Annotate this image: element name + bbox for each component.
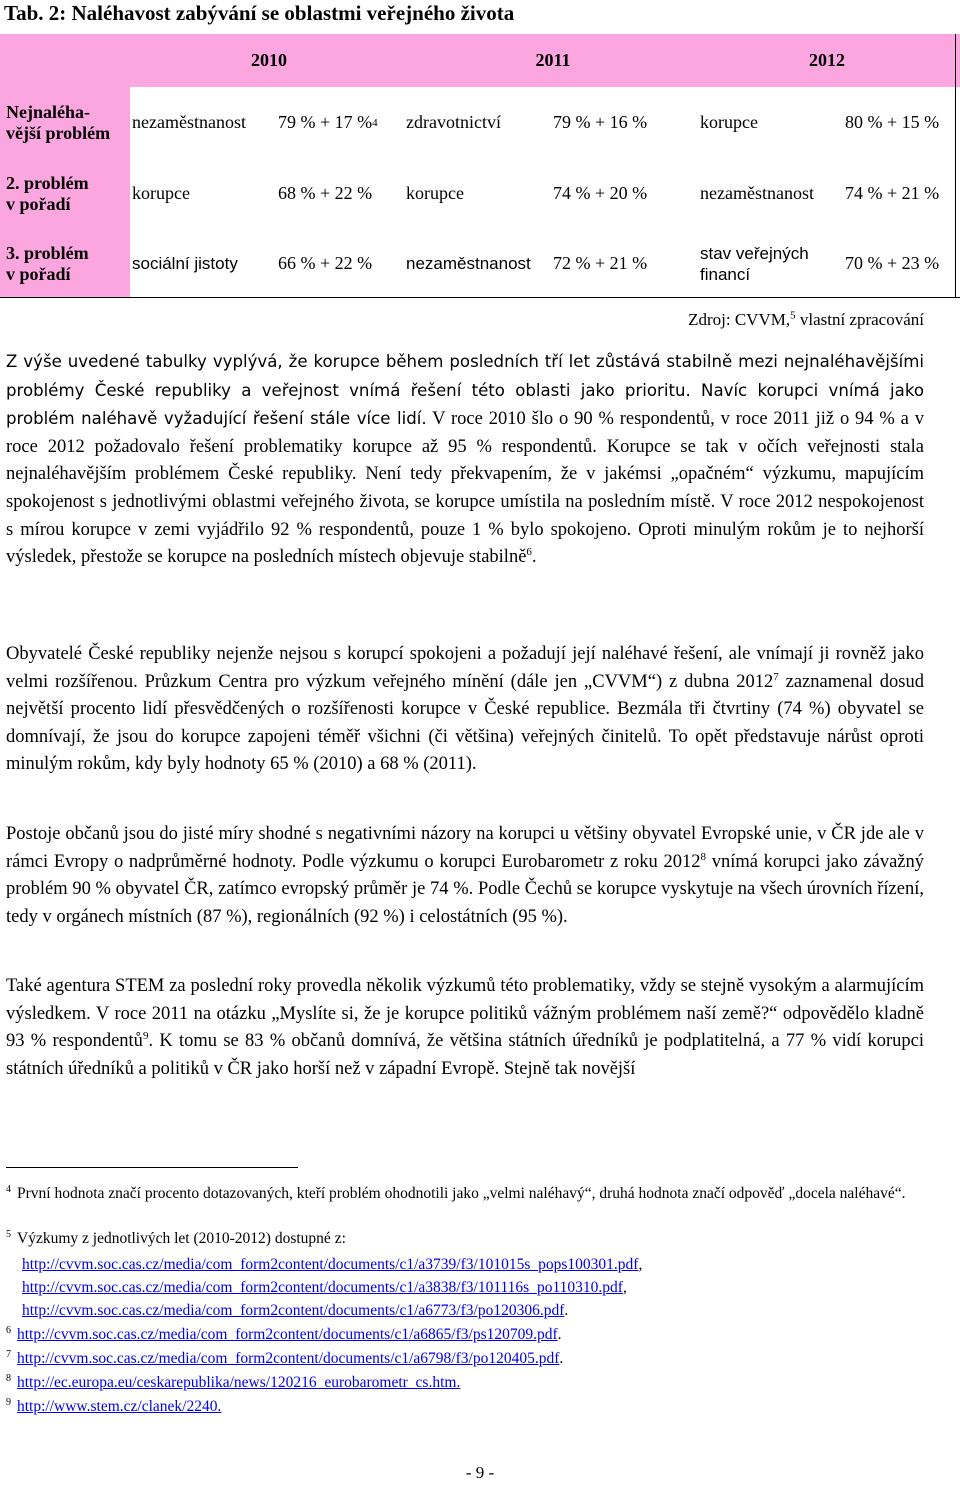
footnote-6: $^6$ http://cvvm.soc.cas.cz/media/com_form2content/documents/c1/a6865/f3/ps120709.pdf. xyxy=(6,1324,562,1343)
row-label-2: 2. problém v pořadí xyxy=(0,158,130,229)
footnote-8: $^8$ http://ec.europa.eu/ceskarepublika/news/120216_eurobarometr_cs.htm. xyxy=(6,1372,461,1391)
table-cell-topic: korupce xyxy=(700,112,758,132)
table-caption: Tab. 2: Naléhavost zabývání se oblastmi veřejného života xyxy=(4,1,515,25)
footnote-5-link-a-row: http://cvvm.soc.cas.cz/media/com_form2content/documents/c1/a3739/f3/101015s_pops100301.pdf, xyxy=(22,1256,643,1273)
page-number: - 9 - xyxy=(465,1463,495,1482)
row-label-1: Nejnaléha- vější problém xyxy=(0,87,130,158)
footnote-4: $^4$ První hodnota značí procento dotazovaných, kteří problém ohodnotili jako „velmi naléhavý“, druhá hodnota značí odpověď „docela naléhavé“. xyxy=(6,1183,906,1202)
table-cell-value: 72 % + 21 % xyxy=(553,253,648,273)
footnote-link[interactable]: http://cvvm.soc.cas.cz/media/com_form2content/documents/c1/a6773/f3/po120306.pdf xyxy=(22,1302,565,1319)
footnote-5: $^5$ Výzkumy z jednotlivých let (2010-2012) dostupné z: xyxy=(6,1228,346,1247)
footnote-link[interactable]: http://cvvm.soc.cas.cz/media/com_form2content/documents/c1/a3739/f3/101015s_pops100301.pdf xyxy=(22,1256,639,1273)
footnote-link[interactable]: http://cvvm.soc.cas.cz/media/com_form2content/documents/c1/a3838/f3/101116s_po110310.pdf xyxy=(22,1279,623,1296)
table-cell-topic: sociální jistoty xyxy=(132,254,238,273)
table-cell-value: 68 % + 22 % xyxy=(278,183,373,203)
year-2011: 2011 xyxy=(535,50,571,70)
footnote-link[interactable]: http://cvvm.soc.cas.cz/media/com_form2content/documents/c1/a6798/f3/po120405.pdf xyxy=(17,1350,560,1367)
row-label-3: 3. problém v pořadí xyxy=(0,229,130,298)
year-2012: 2012 xyxy=(809,50,845,70)
table-cell-topic: nezaměstnanost xyxy=(132,112,246,132)
paragraph-1: Z výše uvedené tabulky vyplývá, že korupce během posledních tří let zůstává stabilně mezi nejnaléhavějšími problémy České republiky a veřejnost vnímá řešení této oblasti jako prioritu. Navíc korupci vnímá jako problém naléhavě vyžadující řešení stále více lidí. V roce 2010 šlo o 90 % respondentů, v roce 2011 již o 94 % a v roce 2012 požadovalo řešení problematiky korupce až 95 % respondentů. Korupce se tak v očích veřejnosti stala nejnaléhavějším problémem České republiky. Není tedy překvapením, že v jakémsi „opačném“ výzkumu, mapujícím spokojenost s jednotlivými oblastmi veřejného života, se korupce umístila na posledním místě. V roce 2012 nespokojenost s mírou korupce v zemi vyjádřilo 92 % respondentů, pouze 1 % bylo spokojeno. Oproti minulým rokům je to nejhorší výsledek, přestože se korupce na posledních místech objevuje stabilně$^6$. xyxy=(6,352,924,568)
footnote-7: $^7$ http://cvvm.soc.cas.cz/media/com_form2content/documents/c1/a6798/f3/po120405.pdf. xyxy=(6,1348,564,1367)
table-cell-topic: stav veřejných financí xyxy=(700,243,809,284)
table-cell-value: 79 % + 16 % xyxy=(553,112,648,132)
table-source: Zdroj: CVVM,$^5$ vlastní zpracování xyxy=(688,309,924,329)
table-cell-value: 79 % + 17 % 4 xyxy=(278,112,378,132)
table-cell-value: 74 % + 20 % xyxy=(553,183,648,203)
table-cell-topic: nezaměstnanost xyxy=(406,254,531,273)
footnote-link[interactable]: http://cvvm.soc.cas.cz/media/com_form2content/documents/c1/a6865/f3/ps120709.pdf xyxy=(17,1326,558,1343)
table-cell-value: 66 % + 22 % xyxy=(278,253,373,273)
footnote-9: $^9$ http://www.stem.cz/clanek/2240. xyxy=(6,1396,222,1415)
paragraph-3: Postoje občanů jsou do jisté míry shodné s negativními názory na korupci u většiny obyvatel Evropské unie, v ČR jde ale v rámci Evropy o nadprůměrné hodnoty. Podle výzkumu o korupci Eurobarometr z roku 2012$^8$ vnímá korupci jako závažný problém 90 % obyvatel ČR, zatímco evropský průměr je 74 %. Podle Čechů se korupce vyskytuje na všech úrovních řízení, tedy v orgánech místních (87 %), regionálních (92 %) i celostátních (95 %). xyxy=(6,824,924,927)
footnote-separator xyxy=(6,1167,298,1168)
urgency-table xyxy=(0,34,960,298)
year-2010: 2010 xyxy=(251,50,287,70)
footnote-link[interactable]: http://www.stem.cz/clanek/2240. xyxy=(17,1398,222,1415)
table-header-row xyxy=(0,34,960,87)
table-cell-value: 74 % + 21 % xyxy=(845,183,940,203)
table-cell-topic: nezaměstnanost xyxy=(700,183,814,203)
table-right-border xyxy=(955,34,956,298)
paragraph-4: Také agentura STEM za poslední roky provedla několik výzkumů této problematiky, vždy se stejně vysokým a alarmujícím výsledkem. V roce 2011 na otázku „Myslíte si, že je korupce politiků vážným problémem naší země?“ odpovědělo kladně 93 % respondentů$^9$. K tomu se 83 % občanů domnívá, že většina státních úředníků je podplatitelná, a 77 % vidí korupci státních úředníků a politiků v ČR jako horší než v západní Evropě. Stejně tak novější xyxy=(6,976,924,1079)
footnote-link[interactable]: http://ec.europa.eu/ceskarepublika/news/120216_eurobarometr_cs.htm. xyxy=(17,1374,461,1391)
table-cell-value: 80 % + 15 % xyxy=(845,112,940,132)
table-cell-topic: korupce xyxy=(132,183,190,203)
table-cell-topic: korupce xyxy=(406,183,464,203)
table-bottom-border xyxy=(0,297,960,298)
table-cell-value: 70 % + 23 % xyxy=(845,253,940,273)
footnote-5-link-b-row: http://cvvm.soc.cas.cz/media/com_form2content/documents/c1/a3838/f3/101116s_po110310.pdf, xyxy=(22,1279,627,1296)
table-cell-topic: zdravotnictví xyxy=(406,112,501,132)
footnote-5-link-c-row: http://cvvm.soc.cas.cz/media/com_form2content/documents/c1/a6773/f3/po120306.pdf. xyxy=(22,1302,569,1319)
paragraph-2: Obyvatelé České republiky nejenže nejsou s korupcí spokojeni a požadují její naléhavé řešení, ale vnímají ji rovněž jako velmi rozšířenou. Průzkum Centra pro výzkum veřejného mínění (dále jen „CVVM“) z dubna 2012$^7$ zaznamenal dosud největší procento lidí přesvědčených o rozšířenosti korupce v České republice. Bezmála tři čtvrtiny (74 %) obyvatel se domnívají, že jsou do korupce zapojeni téměř všichni (či většina) veřejných činitelů. To opět představuje nárůst oproti minulým rokům, kdy byly hodnoty 65 % (2010) a 68 % (2011). xyxy=(6,644,924,775)
